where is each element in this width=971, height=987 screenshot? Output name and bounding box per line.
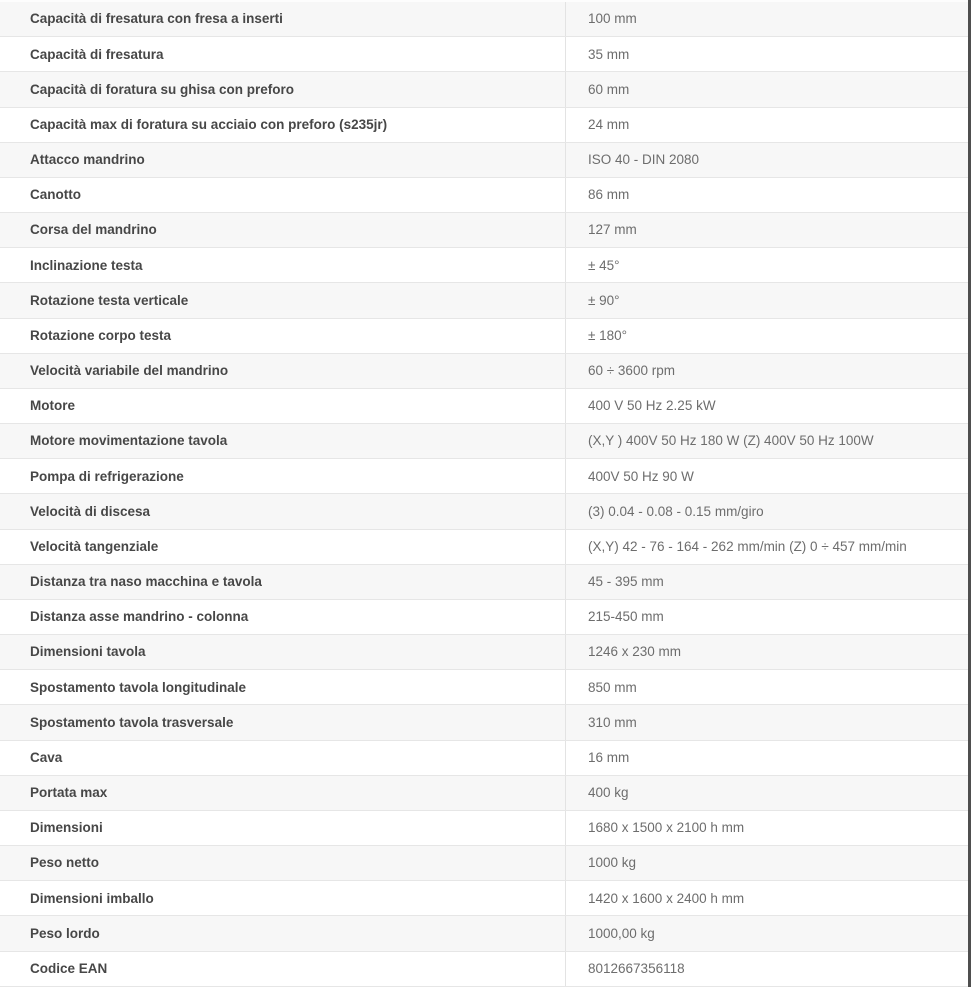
spec-label: Capacità max di foratura su acciaio con preforo (s235jr) [30,116,388,132]
spec-label: Portata max [30,785,108,801]
table-row [0,530,968,565]
spec-value: 35 mm [565,37,968,71]
spec-label: Velocità variabile del mandrino [30,363,229,379]
spec-label: Rotazione testa verticale [30,292,189,308]
spec-label: Peso netto [30,855,100,871]
spec-label: Motore movimentazione tavola [30,433,228,449]
spec-label: Inclinazione testa [30,257,143,273]
table-row [0,108,968,143]
spec-value: 1420 x 1600 x 2400 h mm [565,881,968,915]
spec-value: ISO 40 - DIN 2080 [565,143,968,177]
spec-label: Distanza asse mandrino - colonna [30,609,249,625]
spec-value: 215-450 mm [565,600,968,634]
spec-label: Distanza tra naso macchina e tavola [30,574,262,590]
spec-value: ± 90° [565,283,968,317]
spec-value: 1000 kg [565,846,968,880]
spec-label: Dimensioni imballo [30,890,154,906]
spec-label: Capacità di foratura su ghisa con preforo [30,81,295,97]
table-row [0,213,968,248]
spec-label: Corsa del mandrino [30,222,157,238]
spec-label: Pompa di refrigerazione [30,468,184,484]
table-row [0,670,968,705]
spec-label: Dimensioni tavola [30,644,146,660]
table-row [0,2,968,37]
spec-label: Rotazione corpo testa [30,327,172,343]
spec-label: Capacità di fresatura [30,46,164,62]
spec-value: 8012667356118 [565,952,968,986]
table-row [0,776,968,811]
spec-value: 400V 50 Hz 90 W [565,459,968,493]
table-row [0,143,968,178]
spec-value: 400 kg [565,776,968,810]
spec-value: (X,Y ) 400V 50 Hz 180 W (Z) 400V 50 Hz 100W [565,424,968,458]
spec-label: Motore [30,398,75,414]
spec-label: Cava [30,749,63,765]
table-row [0,811,968,846]
table-row [0,354,968,389]
spec-label: Attacco mandrino [30,152,145,168]
spec-value: 1000,00 kg [565,916,968,950]
spec-label: Spostamento tavola trasversale [30,714,234,730]
table-row [0,424,968,459]
spec-value: 400 V 50 Hz 2.25 kW [565,389,968,423]
spec-value: 16 mm [565,741,968,775]
spec-label: Capacità di fresatura con fresa a inserti [30,11,283,27]
table-row [0,283,968,318]
spec-value: 60 ÷ 3600 rpm [565,354,968,388]
table-row [0,178,968,213]
table-row [0,37,968,72]
table-row [0,881,968,916]
table-row [0,494,968,529]
table-row [0,741,968,776]
spec-label: Dimensioni [30,820,103,836]
table-row [0,705,968,740]
table-row [0,72,968,107]
table-row [0,952,968,987]
table-row [0,248,968,283]
spec-value: 24 mm [565,108,968,142]
table-row [0,319,968,354]
table-row [0,565,968,600]
spec-value: ± 45° [565,248,968,282]
spec-value: 850 mm [565,670,968,704]
spec-label: Canotto [30,187,81,203]
spec-value: 127 mm [565,213,968,247]
spec-value: 86 mm [565,178,968,212]
spec-value: 100 mm [565,2,968,36]
spec-label: Spostamento tavola longitudinale [30,679,247,695]
table-row [0,459,968,494]
spec-value: 1680 x 1500 x 2100 h mm [565,811,968,845]
spec-label: Codice EAN [30,960,108,976]
spec-label: Velocità di discesa [30,503,151,519]
spec-value: 45 - 395 mm [565,565,968,599]
table-row [0,389,968,424]
spec-value: (X,Y) 42 - 76 - 164 - 262 mm/min (Z) 0 ÷ 457 mm/min [565,530,968,564]
spec-label: Peso lordo [30,925,100,941]
table-row [0,600,968,635]
table-row [0,916,968,951]
spec-value: 60 mm [565,72,968,106]
spec-value: 310 mm [565,705,968,739]
spec-label: Velocità tangenziale [30,538,159,554]
table-row [0,846,968,881]
spec-value: 1246 x 230 mm [565,635,968,669]
spec-value: ± 180° [565,319,968,353]
spec-value: (3) 0.04 - 0.08 - 0.15 mm/giro [565,494,968,528]
table-row [0,635,968,670]
